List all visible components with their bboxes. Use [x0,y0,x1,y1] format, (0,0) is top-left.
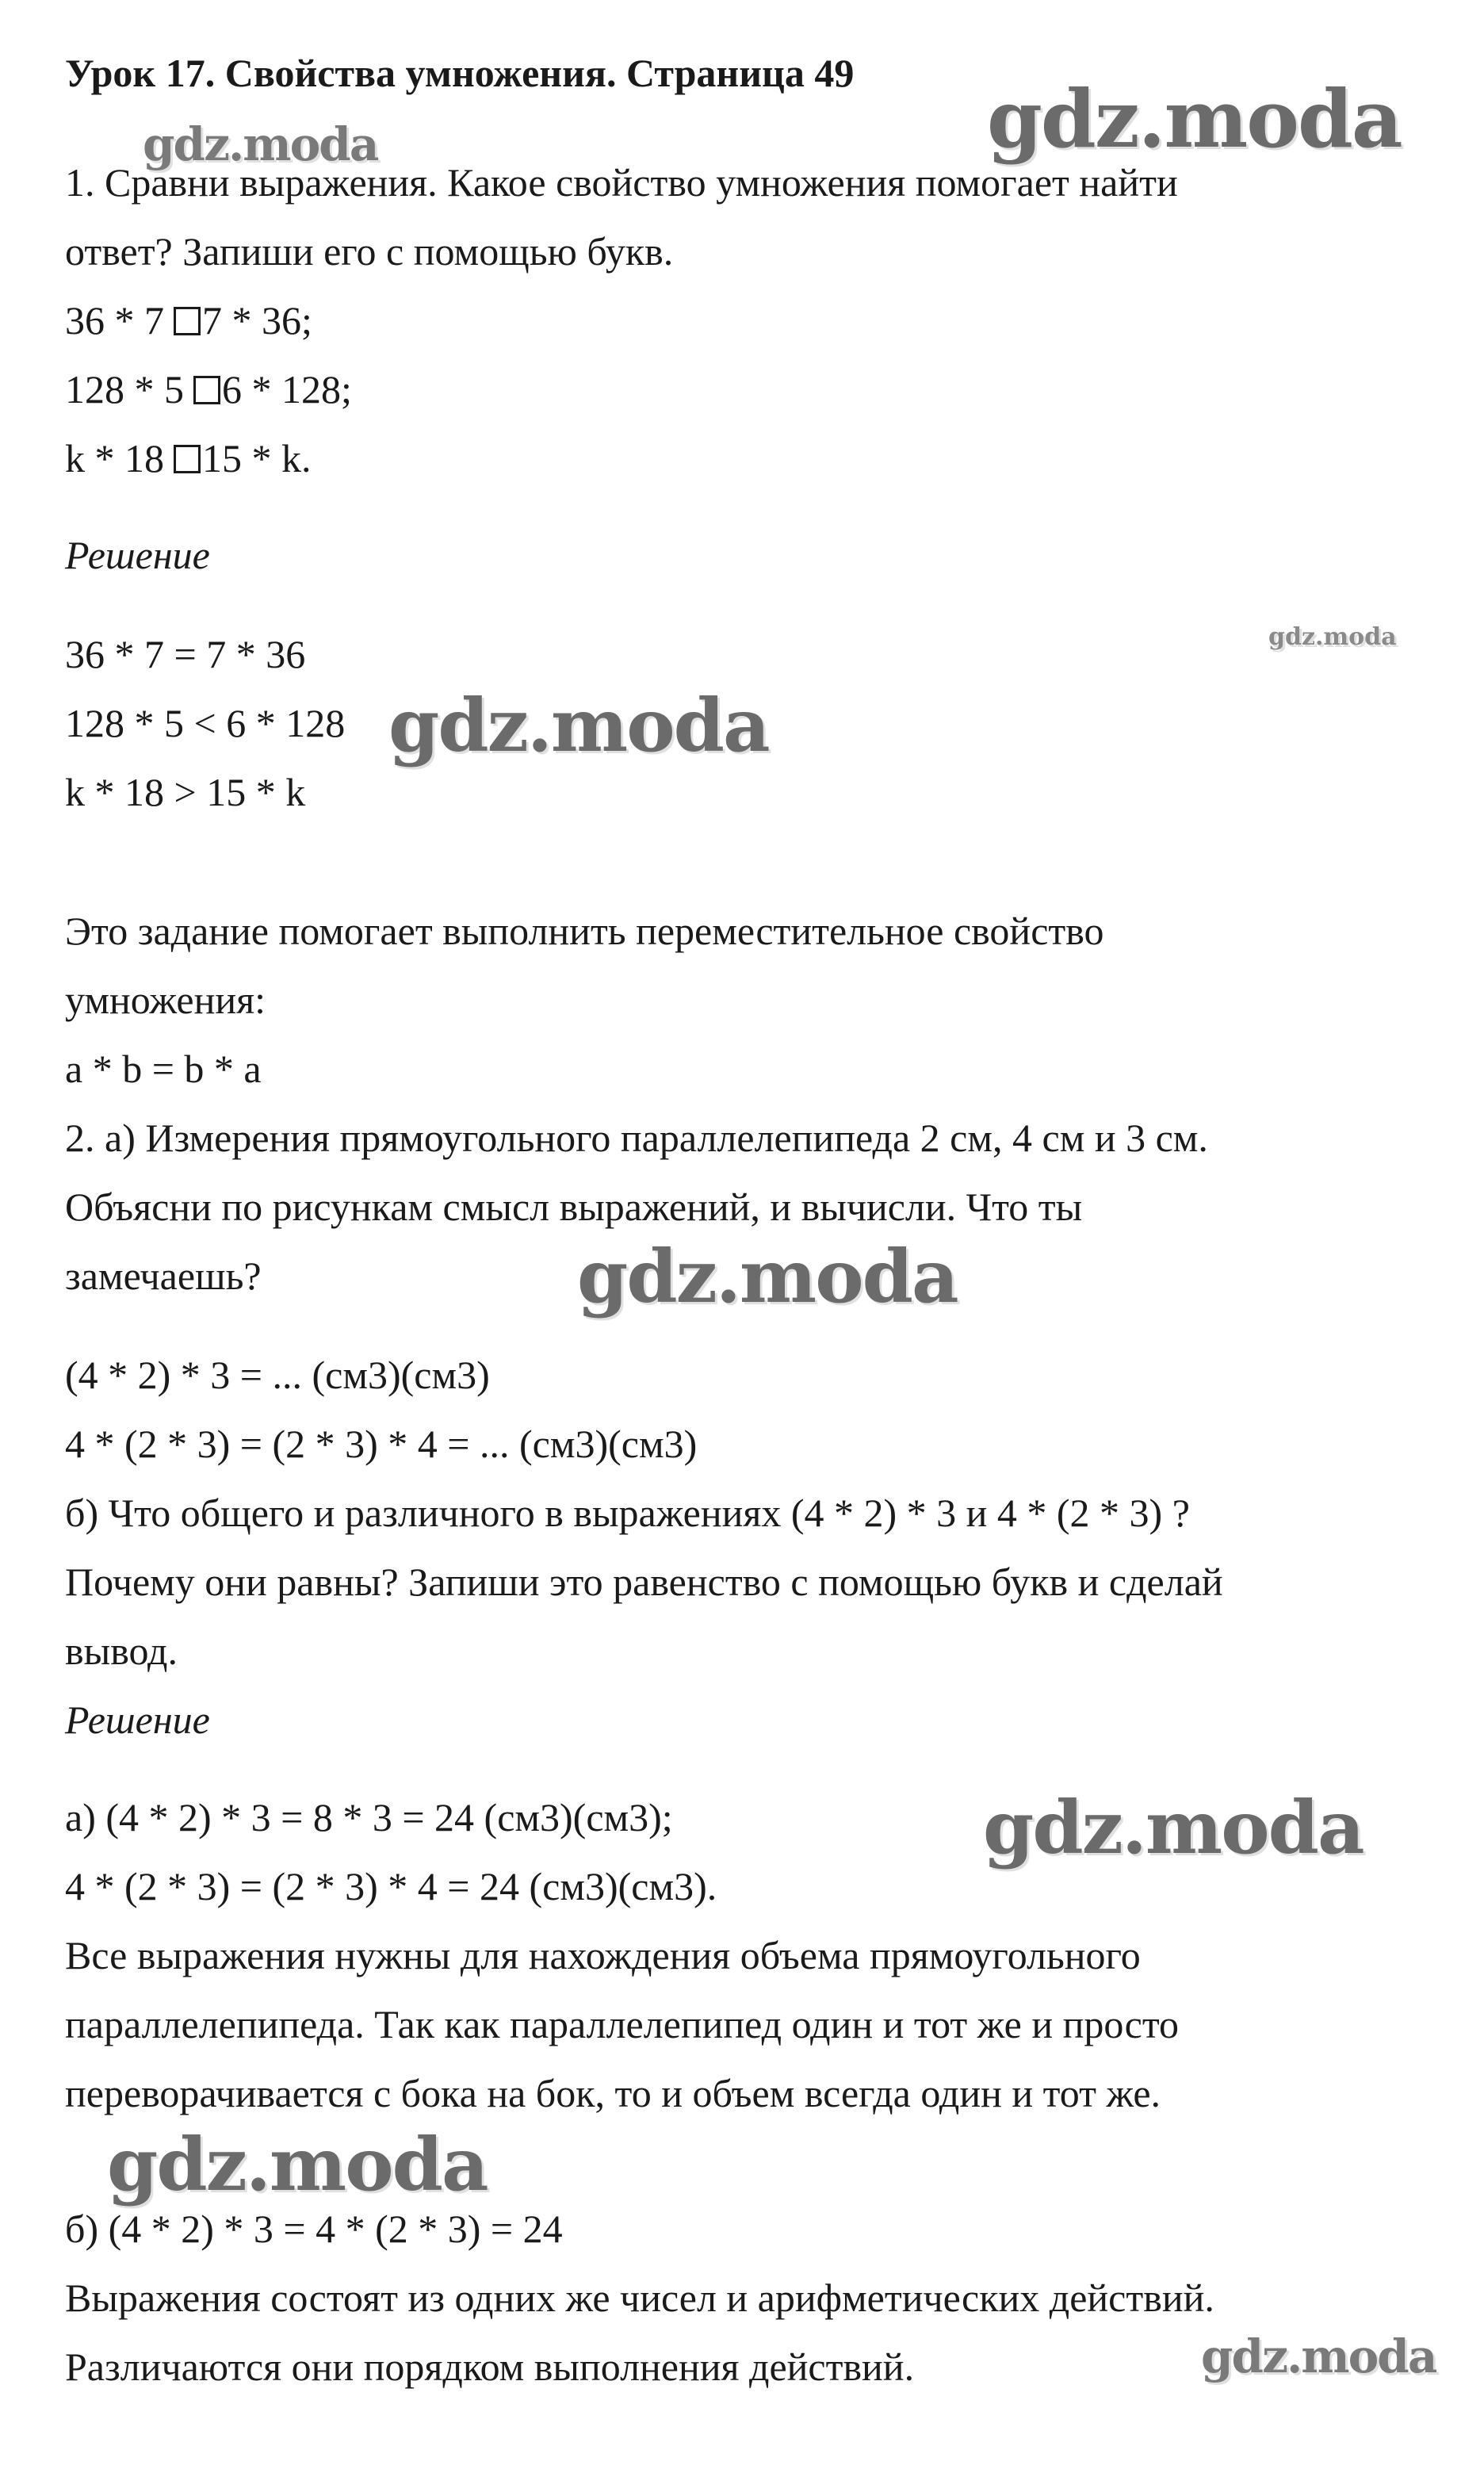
task1-question-line2: ответ? Запиши его с помощью букв. [65,229,674,274]
comparison-box-3 [174,445,201,473]
solution2-explain-line3: переворачивается с бока на бок, то и объем всегда один и тот же. [65,2071,1161,2115]
solution2-b-line1: б) (4 * 2) * 3 = 4 * (2 * 3) = 24 [65,2207,563,2251]
task2-b-line3: вывод. [65,1629,178,1673]
solution1-explain-line1: Это задание помогает выполнить переместительное свойство [65,909,1104,953]
watermark-lower-left: gdz.moda [107,2122,488,2207]
task2-line1: 2. а) Измерения прямоугольного параллелепипеда 2 см, 4 см и 3 см. [65,1116,1208,1160]
solution2-b-line3: Различаются они порядком выполнения действий. [65,2345,915,2389]
watermark-top-left: gdz.moda [143,117,378,171]
solution1-line3: k * 18 > 15 * k [65,770,306,814]
expr2-left: 128 * 5 [65,367,184,412]
task1-question-line1: 1. Сравни выражения. Какое свойство умножения помогает найти [65,160,1178,205]
task2-b-line1: б) Что общего и различного в выражениях (4 * 2) * 3 и 4 * (2 * 3) ? [65,1491,1190,1535]
watermark-lower-right: gdz.moda [983,1785,1364,1870]
solution1-line2: 128 * 5 < 6 * 128 [65,701,346,745]
task2-line3: замечаешь? [65,1254,262,1298]
solution2-explain-line2: параллелепипеда. Так как параллелепипед один и тот же и просто [65,2002,1180,2046]
solution1-formula: a * b = b * a [65,1047,262,1091]
task1-expression-1 [65,297,312,344]
solution2-a-line2: 4 * (2 * 3) = (2 * 3) * 4 = 24 (см3)(см3). [65,1864,717,1908]
watermark-top-right: gdz.moda [987,72,1402,166]
task2-line2: Объясни по рисункам смысл выражений, и вычисли. Что ты [65,1185,1083,1229]
expr1-left: 36 * 7 [65,298,164,343]
solution1-explain-line2: умножения: [65,978,266,1022]
expr1-right: 7 * 36; [202,298,312,343]
solution2-a-line1: а) (4 * 2) * 3 = 8 * 3 = 24 (см3)(см3); [65,1795,673,1839]
solution1-line1: 36 * 7 = 7 * 36 [65,632,306,676]
solution1-label: Решение [65,533,210,577]
task2-b-line2: Почему они равны? Запиши это равенство с помощью букв и сделай [65,1560,1223,1604]
expr3-left: k * 18 [65,436,164,480]
expr2-right: 6 * 128; [222,367,352,412]
task2-expr1: (4 * 2) * 3 = ... (см3)(см3) [65,1353,490,1397]
solution2-explain-line1: Все выражения нужны для нахождения объема прямоугольного [65,1933,1141,1977]
watermark-small-right: gdz.moda [1268,623,1397,651]
task2-expr2: 4 * (2 * 3) = (2 * 3) * 4 = ... (см3)(см3) [65,1422,698,1466]
comparison-box-2 [193,376,220,404]
comparison-box-1 [174,307,201,335]
task1-expression-2 [65,366,352,413]
watermark-mid-center: gdz.moda [577,1234,958,1319]
task1-expression-3 [65,434,312,482]
expr3-right: 15 * k. [202,436,312,480]
page-title: Урок 17. Свойства умножения. Страница 49 [65,51,855,95]
watermark-mid-left: gdz.moda [388,683,769,768]
solution2-b-line2: Выражения состоят из одних же чисел и арифметических действий. [65,2276,1214,2320]
watermark-bottom-right: gdz.moda [1201,2329,1436,2383]
solution2-label: Решение [65,1698,210,1742]
